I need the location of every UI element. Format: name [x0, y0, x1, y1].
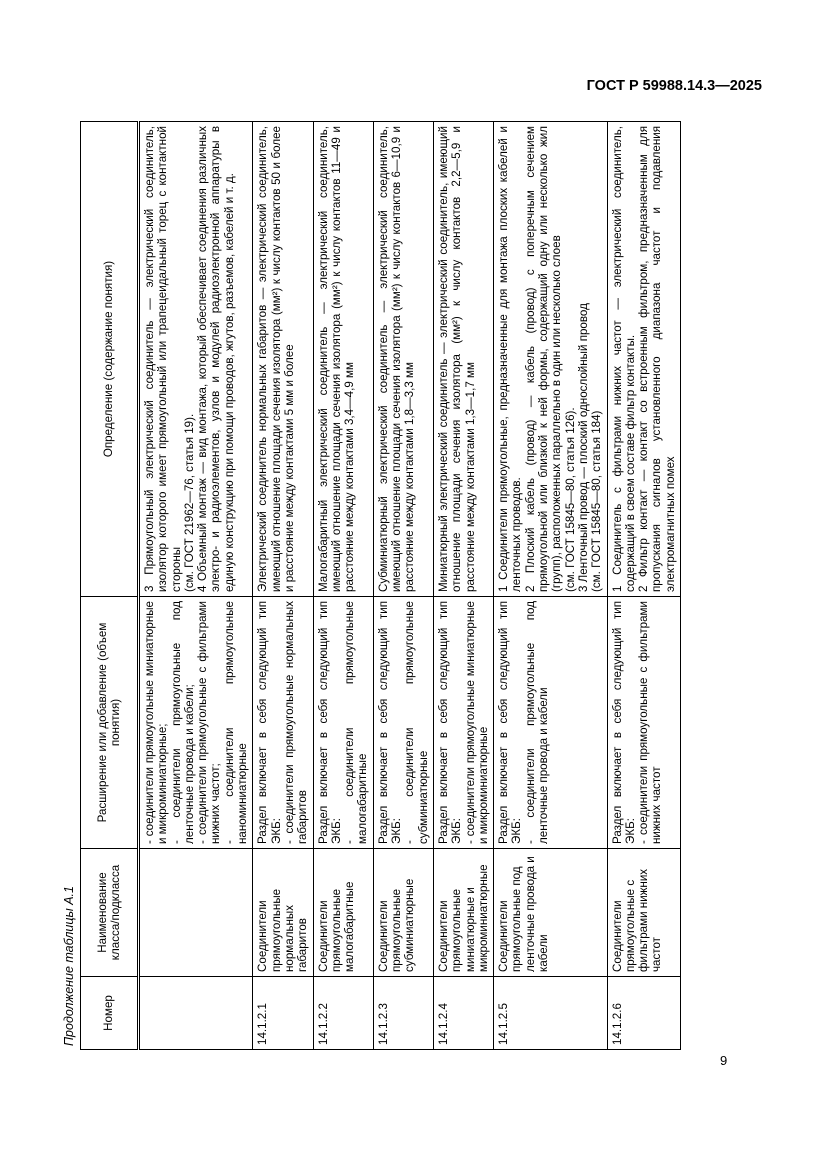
table-row — [433, 122, 493, 1050]
scope-line: - соединители прямоугольные миниатюрные и микроминиатюрные — [463, 597, 490, 844]
definition-paragraph: Малогабаритный электрический соединитель — электрический соединитель, имеющий отношение площади сечения изолятора (мм²) к числу контактов 11—49 и расстояние между контактами 3,4—4,9 мм — [316, 122, 357, 592]
table-row — [253, 122, 313, 1050]
table-header-row — [81, 122, 139, 1050]
row-class-name: Соединители прямоугольные субминиатюрные — [373, 849, 433, 977]
row-class-name: Соединители прямоугольные малогабаритные — [313, 849, 373, 977]
row-number: 14.1.2.6 — [607, 977, 680, 1050]
table-row — [139, 122, 253, 1050]
definition-paragraph: (см. ГОСТ 21962—76, статья 19). — [182, 413, 196, 592]
header-number: Номер — [81, 977, 139, 1050]
header-scope: Расширение или добавление (объем понятия) — [81, 597, 139, 849]
row-number: 14.1.2.3 — [373, 977, 433, 1050]
scope-line: Раздел включает в себя следующий тип ЭКБ: — [497, 597, 524, 844]
row-scope — [607, 597, 680, 849]
definition-paragraph: (см. ГОСТ 15845—80, статья 184) — [590, 410, 604, 592]
row-scope — [253, 597, 313, 849]
definition-paragraph: Миниатюрный электрический соединитель — электрический соединитель, имеющий отношение площади сечения изолятора (мм²) к числу контактов 2,2—5,9 и расстояние между контактами 1,3—1,7 мм — [436, 122, 477, 592]
row-scope — [313, 597, 373, 849]
scope-line: Раздел включает в себя следующий тип ЭКБ: — [610, 597, 637, 844]
row-definition — [373, 122, 433, 597]
table-body — [139, 122, 681, 1050]
table-caption: Продолжение таблицы А.1 — [62, 886, 76, 1046]
row-scope — [494, 597, 607, 849]
row-definition — [253, 122, 313, 597]
table-row — [607, 122, 680, 1050]
classification-table — [80, 121, 681, 1050]
scope-line: - соединители прямоугольные малогабаритные — [343, 597, 370, 844]
row-scope — [139, 597, 253, 849]
row-class-name — [139, 849, 253, 977]
scope-line: - соединители прямоугольные миниатюрные и микроминиатюрные; — [143, 597, 170, 844]
definition-paragraph: 3 Ленточный провод — плоский однослойный провод — [576, 303, 590, 592]
row-number: 14.1.2.5 — [494, 977, 607, 1050]
row-definition — [139, 122, 253, 597]
document-code: ГОСТ Р 59988.14.3—2025 — [586, 78, 762, 94]
row-definition — [313, 122, 373, 597]
definition-paragraph: 2 Фильтр контакт — контакт со встроенным фильтром, предназначенным для пропускания сигналов установленного диапазона частот и подавления электромагнитных помех — [637, 122, 677, 592]
row-scope — [433, 597, 493, 849]
scope-line: - соединители прямоугольные под ленточные провода и кабели — [523, 597, 551, 844]
scope-line: - соединители прямоугольные субминиатюрные — [403, 597, 430, 844]
scope-line: - соединители прямоугольные нормальных габаритов — [282, 597, 310, 844]
scope-line: - соединители прямоугольные с фильтрами нижних частот — [637, 597, 664, 844]
definition-paragraph: 1 Соединители прямоугольные, предназначенные для монтажа плоских кабелей и ленточных проводов. — [497, 122, 524, 592]
page-number: 9 — [720, 1053, 728, 1068]
row-number: 14.1.2.4 — [433, 977, 493, 1050]
row-definition — [607, 122, 680, 597]
row-class-name: Соединители прямоугольные с фильтрами нижних частот — [607, 849, 680, 977]
scope-line: Раздел включает в себя следующий тип ЭКБ: — [376, 597, 404, 844]
header-definition: Определение (содержание понятия) — [81, 122, 139, 597]
table-row — [373, 122, 433, 1050]
row-number: 14.1.2.2 — [313, 977, 373, 1050]
scope-line: Раздел включает в себя следующий тип ЭКБ: — [436, 597, 464, 844]
scope-line: - соединители прямоугольные с фильтрами нижних частот; — [196, 597, 223, 844]
row-definition — [433, 122, 493, 597]
row-number: 14.1.2.1 — [253, 977, 313, 1050]
row-class-name: Соединители прямоугольные миниатюрные и микроминиатюрные — [433, 849, 493, 977]
row-class-name: Соединители прямоугольные под ленточные провода и кабели — [494, 849, 607, 977]
row-scope — [373, 597, 433, 849]
rotated-table-block — [60, 120, 720, 1050]
definition-paragraph: 4 Объемный монтаж — вид монтажа, который обеспечивает соединения различных электро- и радиоэлементов, узлов и модулей радиоэлектронной аппаратуры в единую конструкцию при помощи проводов, жгутов, разъемов, кабелей и т. д. — [196, 122, 236, 592]
scope-line: Раздел включает в себя следующий тип ЭКБ: — [316, 597, 343, 844]
definition-paragraph: Субминиатюрный электрический соединитель — электрический соединитель, имеющий отношение площади сечения изолятора (мм²) к числу контактов 6—10,9 и расстояние между контактами 1,8—3,3 мм — [376, 122, 417, 592]
table-row — [313, 122, 373, 1050]
row-number — [139, 977, 253, 1050]
definition-paragraph: 1 Соединитель с фильтрами нижних частот — электрический соединитель, содержащий в своем составе фильтр контакты. — [610, 122, 637, 592]
definition-paragraph: (см. ГОСТ 15845—80, статья 126). — [563, 407, 577, 592]
definition-paragraph: Электрический соединитель нормальных габаритов — электрический соединитель, имеющий отношение площади сечения изолятора (мм²) к числу контактов 50 и более и расстояние между контактами 5 мм и более — [256, 122, 296, 592]
scope-line: Раздел включает в себя следующий тип ЭКБ: — [256, 597, 283, 844]
header-name: Наименование класса/подкласса — [81, 849, 139, 977]
row-definition — [494, 122, 607, 597]
scope-line: - соединители прямоугольные наноминиатюрные — [222, 597, 250, 844]
scope-line: - соединители прямоугольные под ленточные провода и кабели; — [169, 597, 196, 844]
table-row — [494, 122, 607, 1050]
definition-paragraph: 3 Прямоугольный электрический соединитель — электрический соединитель, изолятор которого имеет прямоугольный или трапецеидальный торец с контактной стороны — [143, 122, 183, 592]
row-class-name: Соединители прямоугольные нормальных габаритов — [253, 849, 313, 977]
definition-paragraph: 2 Плоский кабель (провод) — кабель (провод) с поперечным сечением прямоугольной или близкой к ней формы, содержащий одну или несколько жил (групп), расположенных параллельно в один или несколько слоев — [523, 122, 564, 592]
